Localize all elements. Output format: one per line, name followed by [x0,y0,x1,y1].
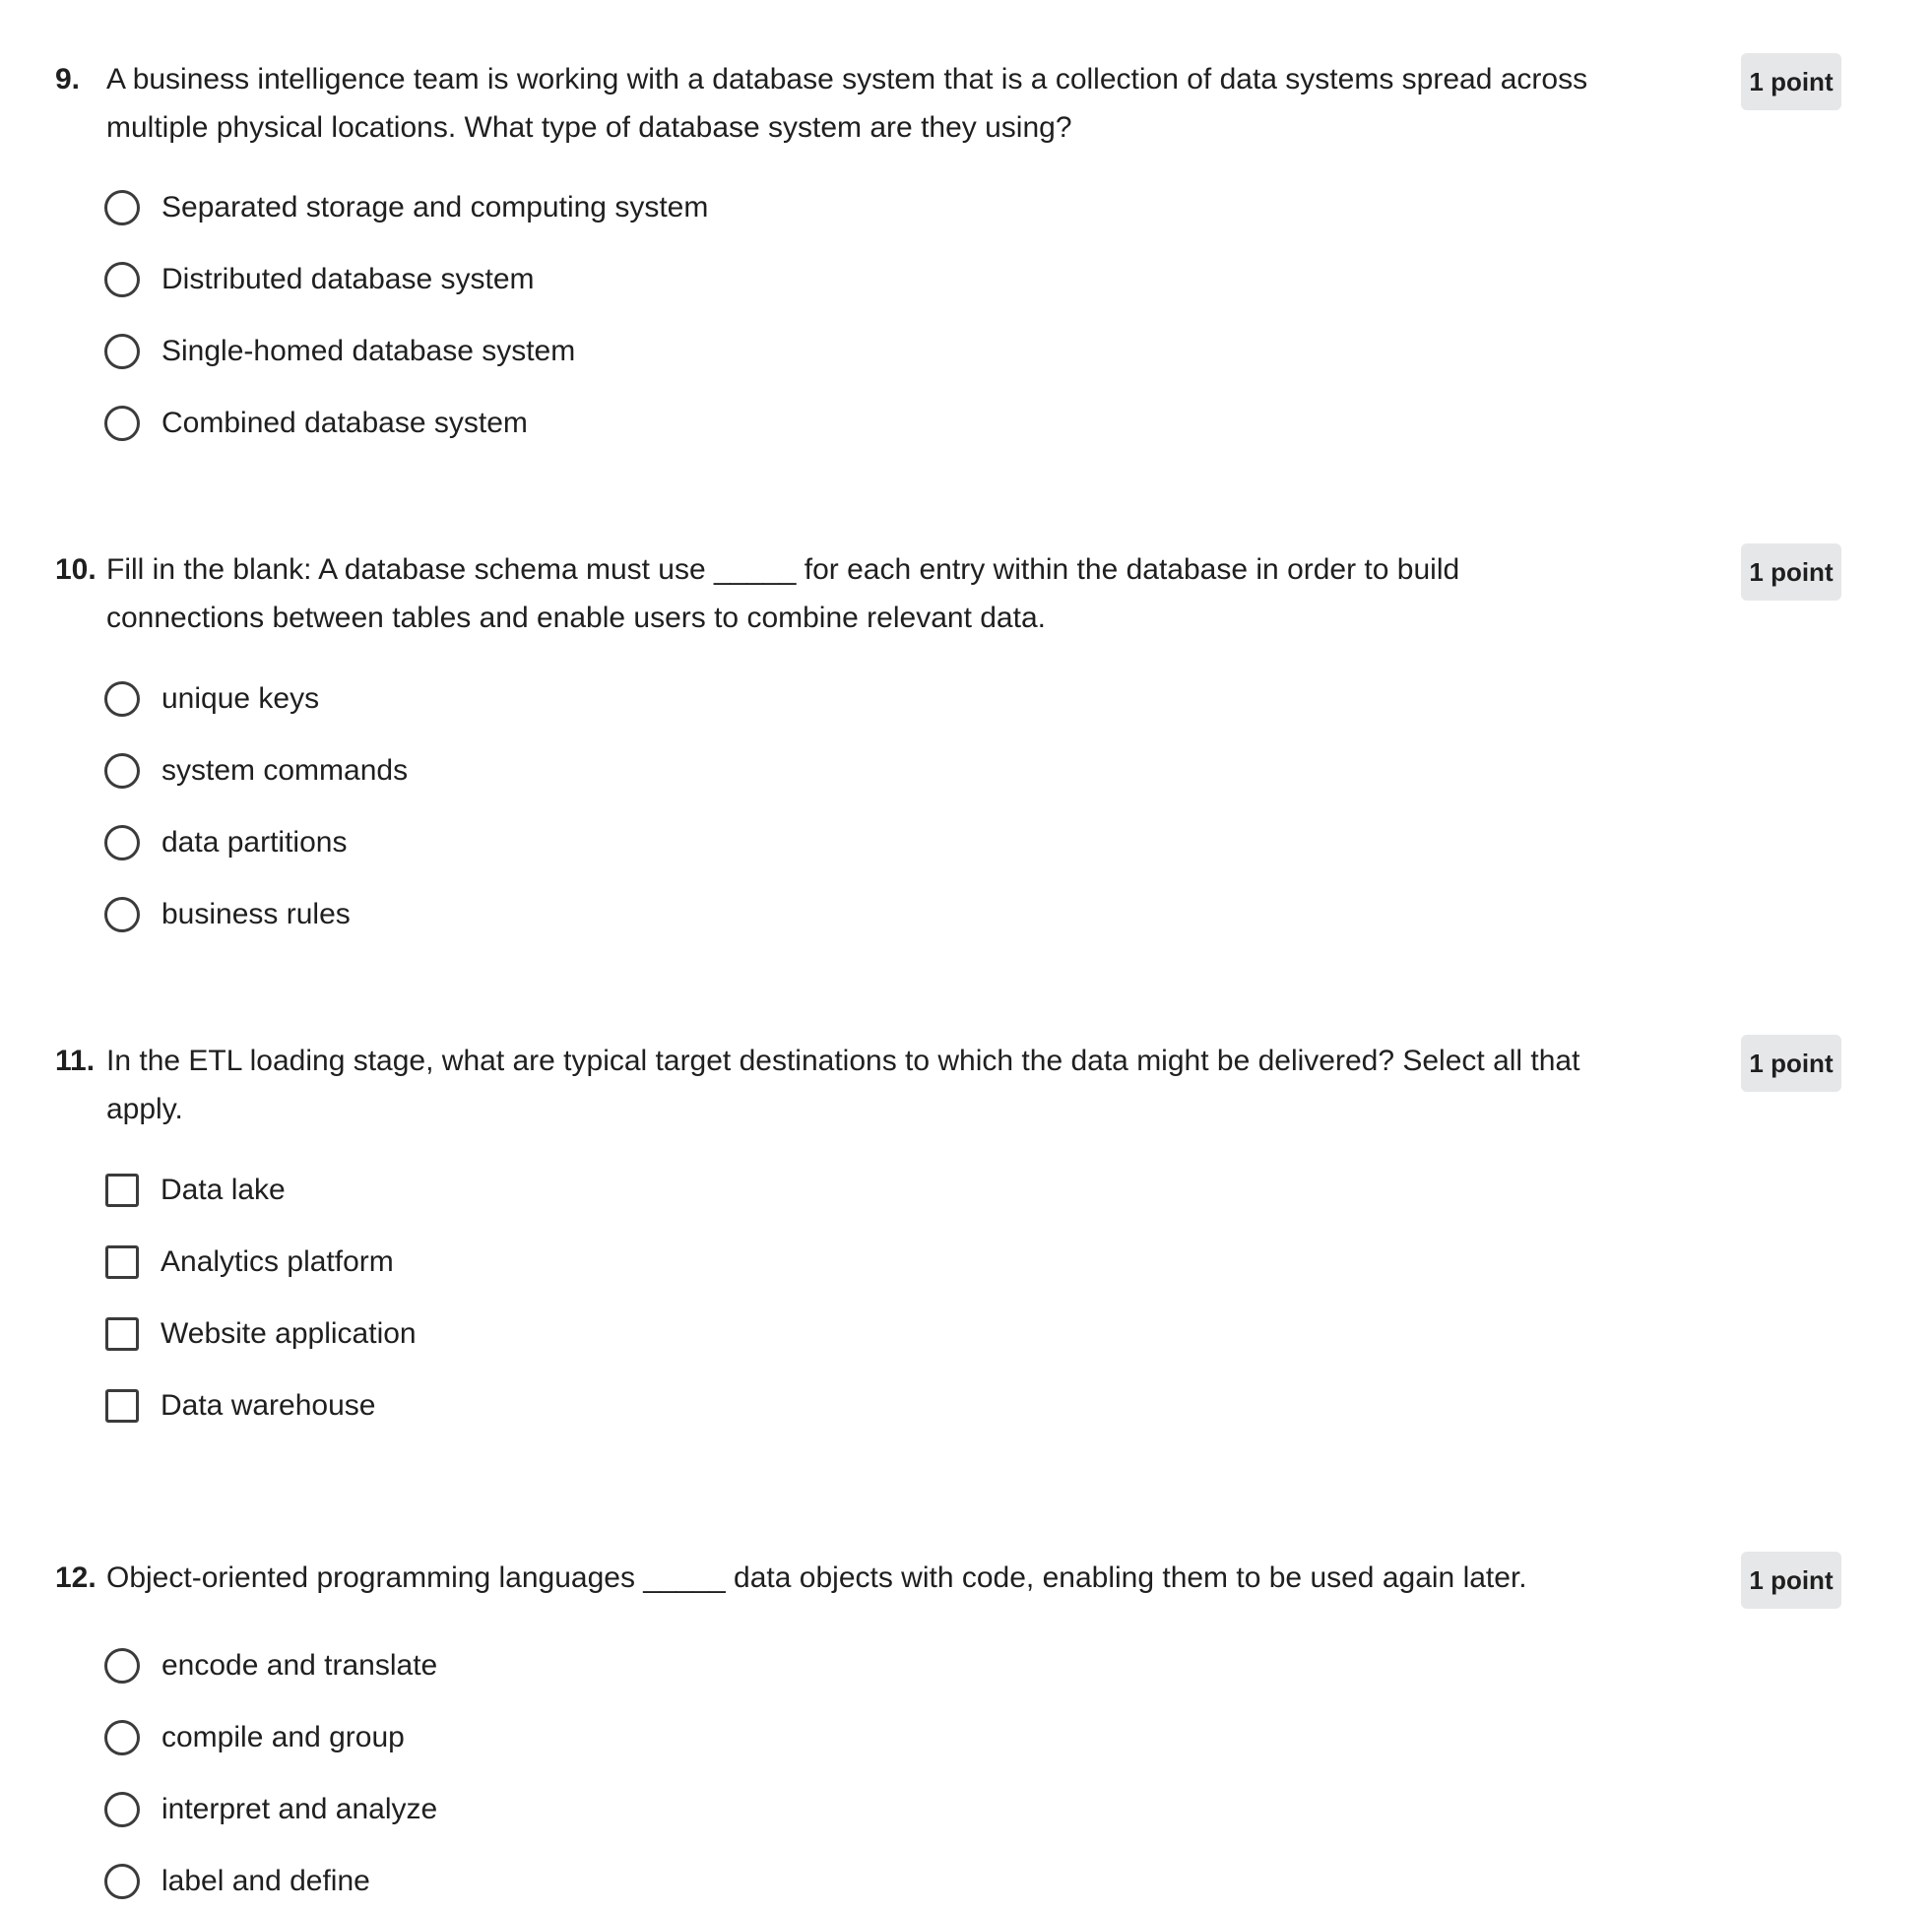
option-radio[interactable] [104,330,575,373]
radio-button[interactable] [104,825,140,860]
option-checkbox[interactable] [104,1312,417,1356]
option-label: Distributed database system [161,263,535,295]
option-label: Website application [161,1317,417,1350]
question-number: 11. [55,1045,96,1077]
question-text: Object-oriented programming languages _____ data objects with code, enabling them to be used again later. [106,1561,1527,1594]
question-text: Fill in the blank: A database schema must use _____ for each entry within the database in order to build connections between tables and enable users to combine relevant data. [106,553,1460,634]
option-label: Combined database system [161,407,528,439]
option-label: business rules [161,898,351,930]
option-label: label and define [161,1865,370,1897]
option-label: interpret and analyze [161,1793,438,1825]
option-radio[interactable] [104,1716,405,1759]
radio-button[interactable] [104,262,140,297]
radio-button[interactable] [104,1792,140,1827]
radio-button[interactable] [104,897,140,932]
checkbox[interactable] [105,1245,139,1279]
question-number: 10. [55,553,97,586]
question-number: 12. [55,1561,97,1594]
option-checkbox[interactable] [104,1169,286,1212]
option-radio[interactable] [104,258,535,301]
option-label: Separated storage and computing system [161,191,709,223]
option-checkbox[interactable] [104,1384,375,1428]
option-label: Analytics platform [161,1245,394,1278]
option-radio[interactable] [104,749,408,793]
points-badge: 1 point [1741,53,1841,110]
option-label: encode and translate [161,1649,438,1682]
checkbox[interactable] [105,1389,139,1423]
radio-button[interactable] [104,1648,140,1684]
question-text: In the ETL loading stage, what are typical target destinations to which the data might be delivered? Select all that apply. [106,1045,1580,1125]
option-radio[interactable] [104,677,319,721]
radio-button[interactable] [104,681,140,717]
option-radio[interactable] [104,821,347,864]
radio-button[interactable] [104,190,140,225]
points-badge: 1 point [1741,543,1841,601]
option-label: unique keys [161,682,320,715]
option-label: Data lake [161,1174,286,1206]
option-radio[interactable] [104,1644,437,1687]
option-label: Data warehouse [161,1389,376,1422]
question-text: A business intelligence team is working with a database system that is a collection of data systems spread across multiple physical locations. What type of database system are they using? [106,63,1588,144]
option-radio[interactable] [104,893,351,936]
radio-button[interactable] [104,753,140,789]
points-badge: 1 point [1741,1035,1841,1092]
option-radio[interactable] [104,186,708,229]
radio-button[interactable] [104,406,140,441]
question-number: 9. [55,63,81,96]
radio-button[interactable] [104,334,140,369]
points-badge: 1 point [1741,1552,1841,1609]
checkbox[interactable] [105,1174,139,1207]
option-label: system commands [161,754,409,787]
option-label: Single-homed database system [161,335,576,367]
option-checkbox[interactable] [104,1241,394,1284]
radio-button[interactable] [104,1720,140,1755]
option-radio[interactable] [104,402,528,445]
option-label: compile and group [161,1721,405,1753]
checkbox[interactable] [105,1317,139,1351]
radio-button[interactable] [104,1864,140,1899]
option-radio[interactable] [104,1860,370,1903]
option-radio[interactable] [104,1788,437,1831]
option-label: data partitions [161,826,348,859]
